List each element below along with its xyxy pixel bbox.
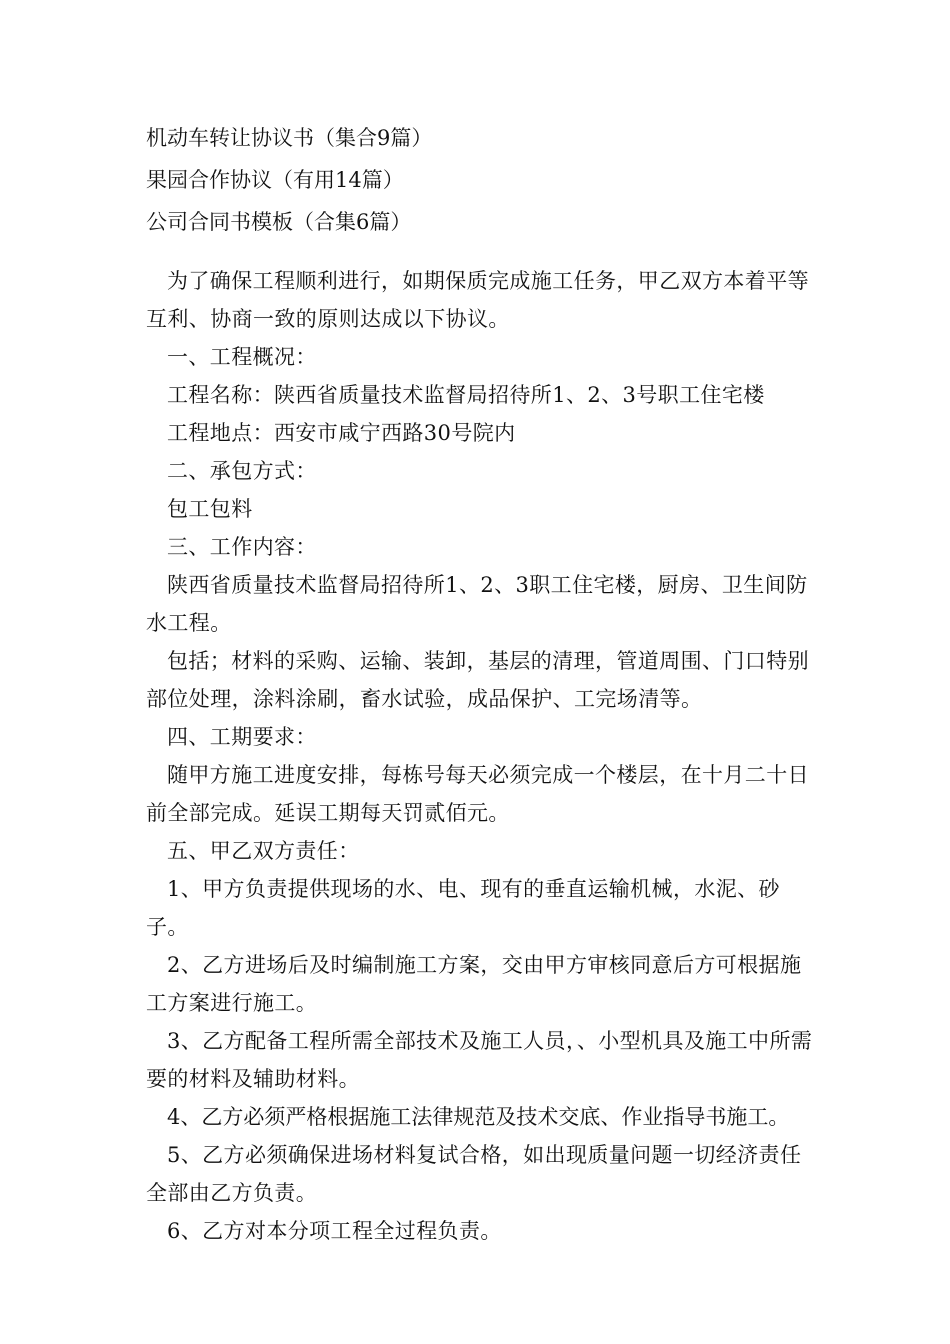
work-scope-paragraph: 包括；材料的采购、运输、装卸，基层的清理，管道周围、门口特别部位处理，涂料涂刷，畜水试验，成品保护、工完场清等。 (146, 649, 809, 711)
intro-paragraph: 为了确保工程顺利进行，如期保质完成施工任务，甲乙双方本着平等互利、协商一致的原则达成以下协议。 (146, 269, 809, 331)
project-name: 工程名称：陕西省质量技术监督局招待所1、2、3号职工住宅楼 (167, 383, 765, 407)
section-heading: 一、工程概况： (167, 345, 317, 369)
related-document-link[interactable]: 果园合作协议（有用14篇） (146, 168, 404, 192)
section-heading: 四、工期要求： (167, 725, 317, 749)
responsibility-item: 3、乙方配备工程所需全部技术及施工人员，、小型机具及施工中所需要的材料及辅助材料。 (146, 1029, 813, 1091)
section-heading: 三、工作内容： (167, 535, 317, 559)
responsibility-item: 6、乙方对本分项工程全过程负责。 (167, 1219, 502, 1243)
responsibility-item: 2、乙方进场后及时编制施工方案，交由甲方审核同意后方可根据施工方案进行施工。 (146, 953, 802, 1015)
related-documents-list (146, 117, 826, 243)
section-heading: 二、承包方式： (167, 459, 317, 483)
responsibility-item: 1、甲方负责提供现场的水、电、现有的垂直运输机械，水泥、砂子。 (146, 877, 780, 939)
responsibility-item: 4、乙方必须严格根据施工法律规范及技术交底、作业指导书施工。 (167, 1105, 790, 1129)
project-location: 工程地点：西安市咸宁西路30号院内 (167, 421, 516, 445)
schedule-paragraph: 随甲方施工进度安排，每栋号每天必须完成一个楼层，在十月二十日前全部完成。延误工期每天罚贰佰元。 (146, 763, 809, 825)
work-content-paragraph: 陕西省质量技术监督局招待所1、2、3职工住宅楼，厨房、卫生间防水工程。 (146, 573, 808, 635)
section-heading: 五、甲乙双方责任： (167, 839, 360, 863)
related-document-link[interactable]: 机动车转让协议书（集合9篇） (146, 126, 433, 150)
contract-mode: 包工包料 (167, 497, 253, 521)
related-document-link[interactable]: 公司合同书模板（合集6篇） (146, 210, 412, 234)
responsibility-item: 5、乙方必须确保进场材料复试合格，如出现质量问题一切经济责任全部由乙方负责。 (146, 1143, 802, 1205)
agreement-body (146, 262, 818, 1250)
